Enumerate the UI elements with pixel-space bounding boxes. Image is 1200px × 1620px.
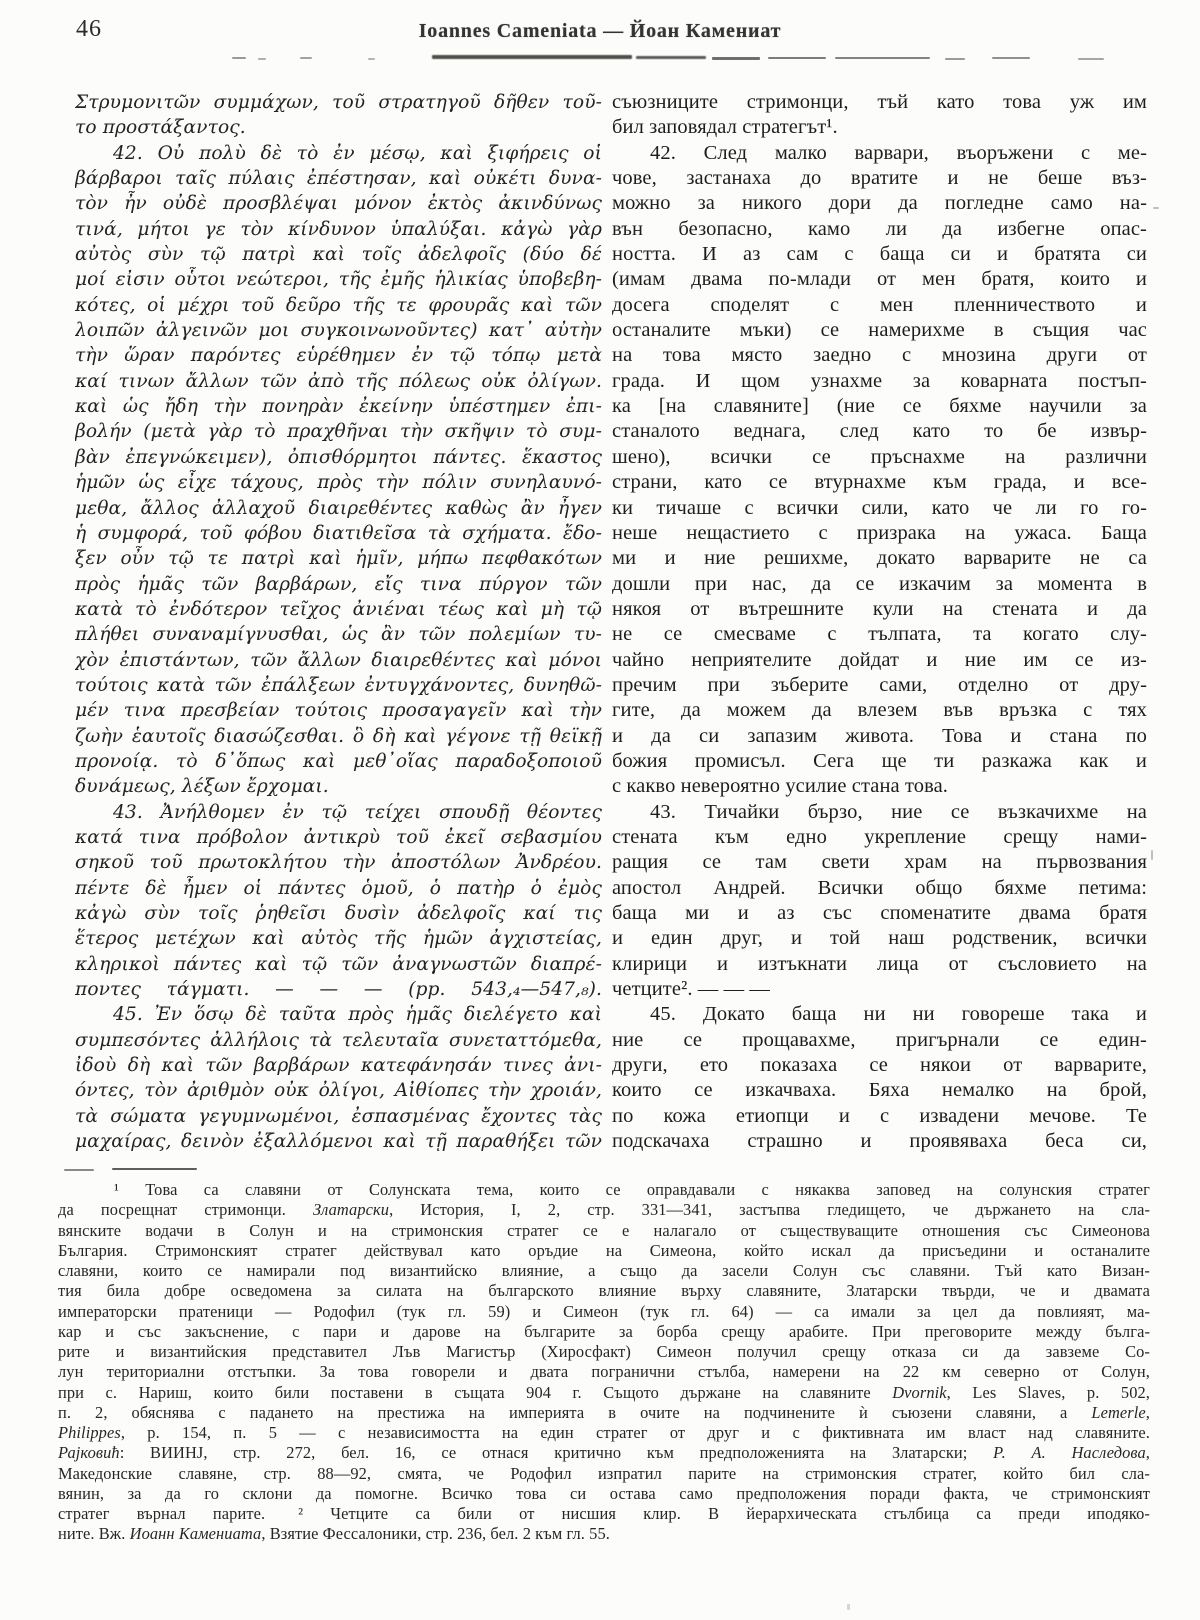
text-line: τὰ σώματα γεγυμνωμένοι, ἐσπασμένας ἔχοντες τὰς <box>75 1105 602 1127</box>
text-line: славяни, които се намирали под византийско влияние, а също да засели Солун със славяни. Тъй като Визан- <box>58 1261 1150 1280</box>
text-line: καί τινων ἄλλων τῶν ἀπὸ τῆς πόλεως οὐκ ὀλίγων. <box>75 370 602 392</box>
text-line: κἀγὼ σὺν τοῖς ῥηθεῖσι δυσὶν ἀδελφοῖς καί τις <box>75 903 602 924</box>
text-line: ми и ние решихме, докато варварите не са <box>612 547 1147 570</box>
text-line: λοιπῶν ἀλγεινῶν μοι συγκοινωνοῦντες) κατ᾽ αὐτὴν <box>75 320 602 342</box>
text-line: τὴν ὥραν παρόντες εὑρέθημεν ἐν τῷ τόπῳ μετὰ <box>75 345 602 367</box>
text-line: страни, като се втурнахме към града, и все- <box>612 471 1147 494</box>
text-line: стратег върнал парите. ² Четците са били от нисшия клир. В йерархическата стълбица са преди иподяко- <box>58 1504 1150 1523</box>
text-line: вянските водачи в Солун и на стримонския стратег се е налагало от съществуващите отношения със Симеонова <box>58 1220 1150 1240</box>
text-line: μέν τινα πρεσβείαν τούτοις προσαγαγεῖν καὶ τὴν <box>75 700 602 722</box>
text-line: подскачаха страшно и проявяваха беса си, <box>612 1130 1147 1153</box>
scan-artifact <box>1153 207 1159 209</box>
text-line: апостол Андрей. Всички общо бяхме петима: <box>612 876 1147 899</box>
text-line: Philippes, p. 154, п. 5 — с независимостта на един стратег от друг и с фиктивната им власт над славяните. <box>58 1423 1150 1442</box>
text-line: τὸν ἦν οὐδὲ προσβλέψαι μόνον ἐκτὸς ἀκινδύνως <box>75 193 602 215</box>
text-line: ἰδοὺ δὴ καὶ τῶν βαρβάρων κατεφάνησάν τινες ἀνι- <box>75 1055 602 1077</box>
text-line: да посрещнат стримонци. Златарски, История, I, 2, стр. 331—341, застъпва гледището, че държането на сла- <box>58 1200 1150 1220</box>
text-line: προνοίᾳ. τὸ δ᾽ὅπως καὶ μεθ᾽οἵας παραδοξοποιοῦ <box>75 750 602 772</box>
text-line: вянин, за да го склони да помогне. Всичко това си остава само предположения поради факта, че стримонският <box>58 1483 1150 1503</box>
text-line: 45. Ἐν ὅσῳ δὲ ταῦτα πρὸς ἡμᾶς διελέγετο καὶ <box>113 1004 602 1026</box>
text-line: вън безопасно, камо ли да избегне опас- <box>612 217 1147 240</box>
text-line: συμπεσόντες ἀλλήλοις τὰ τελευταῖα συνεταττόμεθα, <box>75 1029 602 1051</box>
text-line: ращия се там свети храм на първозвания <box>612 851 1147 874</box>
text-line: и един друг, и той наш родственик, всички <box>612 927 1147 950</box>
text-line: 43. Тичайки бързо, ние се възкачихме на <box>650 800 1147 823</box>
text-line: стената към едно укрепление срещу нами- <box>612 825 1147 848</box>
text-line: неше нещастието с призрака на ужаса. Баща <box>612 521 1147 544</box>
text-line: п. 2, обяснява с падането на престижа на империята в очите на подчинените ѝ съюзени славяни, а Lemerle, <box>58 1402 1150 1422</box>
text-line: καὶ ὡς ἤδη τὴν πονηρὰν ἐκείνην ὑπέστημεν ἐπι- <box>75 396 602 418</box>
text-line: ἡμῶν ὡς εἶχε τάχους, πρὸς τὴν πόλιν συνηλαυνό- <box>75 472 602 494</box>
footnotes-block <box>58 1180 1150 1545</box>
text-line: πέντε δὲ ἦμεν οἱ πάντες ὁμοῦ, ὁ πατὴρ ὁ ἐμὸς <box>75 877 602 899</box>
text-line: βολήν (μετὰ γὰρ τὸ πραχθῆναι τὴν σκῆψιν τὸ συμ- <box>75 421 602 443</box>
text-line: χὸν ἐπιστάντων, τῶν ἄλλων διαιρεθέντες καὶ μόνοι <box>75 649 602 671</box>
text-line: ка [на славяните] (ние се бяхме научили за <box>612 395 1147 418</box>
running-header: Ioannes Cameniata — Йоан Камениат <box>418 20 782 42</box>
text-line: досега споделят с мен пленничеството и <box>612 293 1147 316</box>
text-line: 45. Докато баща ни ни говореше така и <box>650 1003 1147 1026</box>
text-line: кар и със закъснение, с пари и дарове на българите за борба срещу арабите. При преговорите между бълга- <box>58 1321 1150 1341</box>
text-line: рите и византийския представител Лъв Магистър (Хиросфакт) Симеон получил срещу отказа си да завземе Со- <box>58 1342 1150 1361</box>
text-line: ἕτερος μετέχων καὶ αὐτὸς τῆς ἡμῶν ἀγχιστείας, <box>75 928 602 950</box>
text-line: ки тичаше с всички сили, като че ли го го- <box>612 496 1147 519</box>
text-line: съюзниците стримонци, тъй като това уж им <box>612 91 1147 113</box>
text-line: останалите мъки) се намерихме в същия час <box>612 319 1147 342</box>
greek-source-column <box>75 90 602 1154</box>
text-line: 42. След малко варвари, въоръжени с ме- <box>650 141 1147 164</box>
bulgarian-translation-column <box>612 90 1147 1154</box>
text-line: баща ми и аз със споменатите двама братя <box>612 902 1147 924</box>
page-number: 46 <box>76 16 102 42</box>
text-line: βὰν ἐπεγνώκειμεν), ὀπισθόρμητοι πάντες. ἕκαστος <box>75 446 602 468</box>
text-line: σηκοῦ τοῦ πρωτοκλήτου τὴν ἀποστόλων Ἀνδρέου. <box>75 852 602 874</box>
scan-artifact <box>847 1604 850 1610</box>
text-line: пречим при зъберите сами, отделно от дру- <box>612 673 1147 696</box>
text-line: αὐτὸς σὺν τῷ πατρὶ καὶ τοῖς ἀδελφοῖς (δύο δέ <box>75 244 602 266</box>
text-line: други, ето показаха се някои от варварите, <box>612 1054 1147 1077</box>
text-line: 43. Ἀνήλθομεν ἐν τῷ τείχει σπουδῇ θέοντες <box>113 801 602 823</box>
text-line: κατὰ τὸ ἐνδότερον τεῖχος ἀνιέναι τέως καὶ μὴ τῷ <box>75 598 602 620</box>
text-line: (имам двама по-млади от мен братя, които и <box>612 268 1147 291</box>
scan-artifact <box>1151 850 1153 860</box>
text-line: с какво невероятно усилие стана това. <box>612 775 949 798</box>
text-line: μοί εἰσιν οὗτοι νεώτεροι, τῆς ἐμῆς ἡλικίας ὑποβεβη- <box>75 269 602 291</box>
text-line: дошли при нас, да се изкачим за момента в <box>612 572 1147 595</box>
text-line: лун териториални отстъпки. За това говорели и двата погранични стълба, намерени на 22 км северно от Солун, <box>58 1362 1150 1382</box>
text-line: на това място заедно с мнозина други от <box>612 344 1147 367</box>
text-line: не се смесваме с тълпата, та когато слу- <box>612 623 1147 646</box>
text-line: четците². — — — <box>612 978 771 1001</box>
text-line: κληρικοὶ πάντες καὶ τῷ τῶν ἀναγνωστῶν διαπρέ- <box>75 953 602 975</box>
text-line: όντες, τὸν ἀριθμὸν οὐκ ὀλίγοι, Αἰθίοπες τὴν χροιάν, <box>75 1080 602 1102</box>
text-line: и да си запазим живота. Това и стана по <box>612 724 1147 747</box>
text-line: някоя от вътрешните кули на стената и да <box>612 597 1147 620</box>
text-line: по кожа етиопци и с извадени мечове. Те <box>612 1104 1147 1127</box>
text-line: τούτοις κατὰ τῶν ἐπάλξεων ἐντυγχάνοντες, δυνηθῶ- <box>75 674 602 696</box>
text-line: шено), всички се пръснахме на различни <box>612 445 1147 468</box>
text-line: βάρβαροι ταῖς πύλαις ἐπέστησαν, καὶ οὐκέτι δυνα- <box>75 168 602 190</box>
text-line: които се изкачваха. Бяха немалко на брой, <box>612 1079 1147 1102</box>
text-line: ние се прощавахме, пригърнали се един- <box>612 1028 1147 1051</box>
text-line: гите, да можем да влезем във връзка с тях <box>612 699 1147 722</box>
text-line: ¹ Това са славяни от Солунската тема, които се оправдавали с някаква заповед на солунския стратег <box>114 1180 1150 1199</box>
text-line: το προστάξαντος. <box>75 117 246 139</box>
text-line: чайно неприятелите дойдат и ние им се из- <box>612 648 1147 671</box>
text-line: Στρυμονιτῶν συμμάχων, τοῦ στρατηγοῦ δῆθεν τοῦ- <box>75 92 602 113</box>
text-line: императорски пратеници — Родофил (тук гл. 59) и Симеон (тук гл. 64) — са имали за цел да повлияят, ма- <box>58 1301 1150 1321</box>
text-line: бил заповядал стратегът¹. <box>612 116 838 139</box>
text-line: тия била добре осведомена за силата на българското влияние върху славяните, Златарски твърди, че и двамата <box>58 1281 1150 1301</box>
text-line: 42. Οὐ πολὺ δὲ τὸ ἐν μέσῳ, καὶ ξιφήρεις οἱ <box>113 142 602 164</box>
text-line: δυνάμεως, λέξων ἔρχομαι. <box>75 776 329 798</box>
text-line: πρὸς ἡμᾶς τῶν βαρβάρων, εἴς τινα πύργον τῶν <box>75 573 602 595</box>
text-line: κότες, οἱ μέχρι τοῦ δεῦρο τῆς τε φρουρᾶς καὶ τῶν <box>75 294 602 316</box>
text-line: Рајковић: ВИИНЈ, стр. 272, бел. 16, се отнася критично към предположенията на Златарски; Р. А. Наследова, <box>58 1443 1150 1463</box>
text-line: ните. Вж. Иоанн Камениата, Взятие Фессалоники, стр. 236, бел. 2 към гл. 55. <box>58 1524 610 1544</box>
text-line: при с. Нариш, които били поставени в същата 904 г. Същото държане на славяните Dvornik, Les Slaves, p. 502, <box>58 1382 1150 1402</box>
text-line: ζωὴν ἑαυτοῖς διασώζεσθαι. ὃ δὴ καὶ γέγονε τῇ θεϊκῇ <box>75 725 602 747</box>
text-line: ността. И аз сам с баща си и братята си <box>612 243 1147 266</box>
text-line: божия промисъл. Сега ще ти разкажа как и <box>612 749 1147 772</box>
text-line: ξεν οὖν τῷ τε πατρὶ καὶ ἡμῖν, μήπω πεφθακότων <box>75 548 602 570</box>
text-line: τινά, μήτοι γε τὸν κίνδυνον ὑπαλύξαι. κἀγὼ γὰρ <box>75 218 602 240</box>
text-line: станалото веднага, след като то бе извър- <box>612 420 1147 443</box>
text-line: Македонские славяне, стр. 88—92, смята, че Родофил изпратил парите на стримонския стратег, който бил сла- <box>58 1463 1150 1483</box>
text-line: ποντες τάγματι. — — — (pp. 543,₄—547,₈). <box>75 979 602 1001</box>
text-line: града. И щом узнахме за коварната постъп- <box>612 369 1147 392</box>
text-line: πλήθει συναναμίγνυσθαι, ὡς ἂν τῶν πολεμίων τυ- <box>75 624 602 646</box>
text-line: България. Стримонският стратег действувал като оръдие на Симеона, който искал да присъедини и останалите <box>58 1240 1150 1260</box>
text-line: μεθα, ἄλλος ἀλλαχοῦ διαιρεθέντες καθὼς ἂν ἦγεν <box>75 497 602 519</box>
text-line: κατά τινα πρόβολον ἀντικρὺ τοῦ ἐκεῖ σεβασμίου <box>75 826 602 848</box>
text-line: чове, застанаха до вратите и не беше въз- <box>612 167 1147 190</box>
text-line: μαχαίρας, δεινὸν ἐξαλλόμενοι καὶ τῇ παραθήξει τῶν <box>75 1131 602 1153</box>
text-line: клирици и изтъкнати лица от съсловието на <box>612 952 1147 975</box>
text-line: ἡ συμφορά, τοῦ φόβου διατιθεῖσα τὰ σχήματα. ἔδο- <box>75 522 602 544</box>
text-line: можно за никого дори да погледне само на- <box>612 192 1147 215</box>
